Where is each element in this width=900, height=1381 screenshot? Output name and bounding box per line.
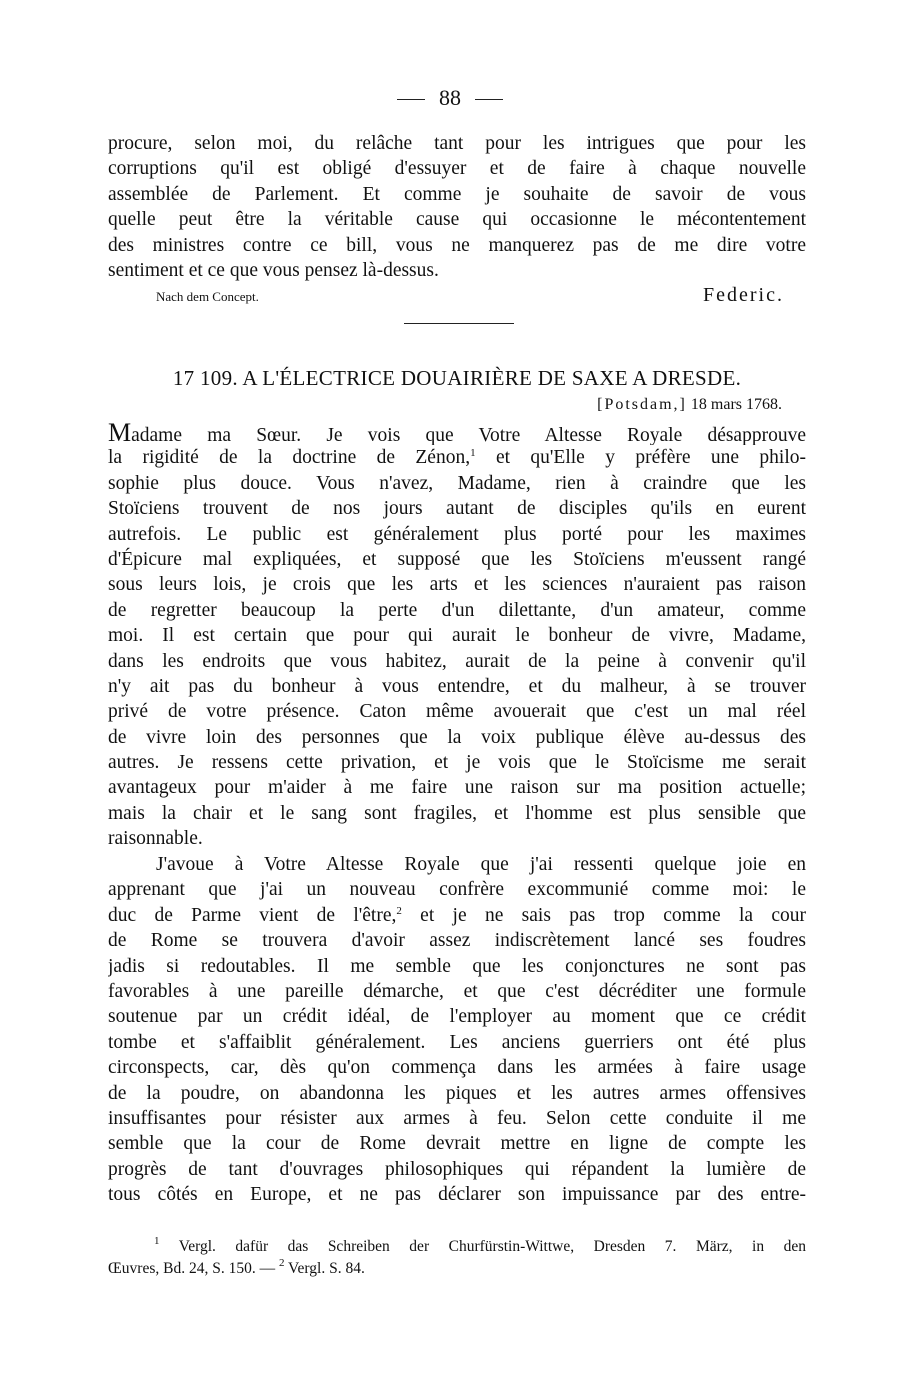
paragraph-2-line: semble que la cour de Rome devrait mettre en ligne de compte les — [108, 1133, 806, 1155]
footnote-ref-1: 1 — [470, 447, 476, 460]
footnote-line — [108, 1236, 806, 1258]
line-text: et je ne sais pas trop comme la cour — [401, 904, 806, 926]
dash-right — [475, 99, 503, 100]
line-text: adame ma Sœur. Je vois que Votre Altesse Royale désapprouve — [131, 425, 806, 446]
page-number — [0, 84, 900, 112]
paragraph-1-line: moi. Il est certain que pour qui aurait le bonheur de vivre, Madame, — [108, 625, 806, 647]
paragraph-1-line: n'y ait pas du bonheur à vous entendre, et du malheur, à se trouver — [108, 675, 806, 697]
signature-row — [108, 284, 806, 310]
paragraph-1-line — [108, 445, 806, 470]
dash-left — [397, 99, 425, 100]
paragraph-1-line: avantageux pour m'aider à me faire une raison sur ma position actuelle; — [108, 777, 806, 799]
paragraph-2-line: circonspects, car, dès qu'on commença dans les armées à faire usage — [108, 1057, 806, 1079]
paragraph-2-line: de Rome se trouvera d'avoir assez indiscrètement lancé ses foudres — [108, 930, 806, 952]
paragraph-2-line: tous côtés en Europe, et ne pas déclarer son impuissance par des entre- — [108, 1184, 806, 1206]
paragraph-1-line: privé de votre présence. Caton même avouerait que c'est un mal réel — [108, 701, 806, 723]
paragraph-1-line: de vivre loin des personnes que la voix publique élève au-dessus des — [108, 726, 806, 748]
dateline-date: 18 mars 1768. — [690, 396, 782, 413]
footnote-text: Vergl. dafür das Schreiben der Churfürstin-Wittwe, Dresden 7. März, in den — [159, 1238, 806, 1255]
initial-letter: M — [108, 420, 132, 446]
line-text: et qu'Elle y préfère une philo- — [475, 447, 806, 469]
paragraph-2 — [108, 852, 806, 1207]
paragraph-2-line: insuffisantes pour résister aux armes à feu. Selon cette conduite il me — [108, 1107, 806, 1129]
concept-note: Nach dem Concept. — [156, 289, 259, 304]
continuation-text — [108, 131, 806, 283]
paragraph-1-line: sophie plus douce. Vous n'avez, Madame, rien à craindre que les — [108, 472, 806, 494]
section-divider — [404, 323, 514, 324]
paragraph-1-line: dans les endroits que vous habitez, aurait de la peine à convenir qu'il — [108, 650, 806, 672]
paragraph-2-line — [108, 903, 806, 928]
paragraph-2-line: favorables à une pareille démarche, et que c'est décréditer une formule — [108, 980, 806, 1002]
footnote-text: Vergl. S. 84. — [284, 1260, 365, 1277]
page-number-text: 88 — [439, 85, 461, 110]
paragraph-2-line: jadis si redoutables. Il me semble que les conjonctures ne sont pas — [108, 955, 806, 977]
paragraph-1-line: d'Épicure mal expliquées, et supposé que les Stoïciens m'eussent rangé — [108, 548, 806, 570]
paragraph-1-line: autrefois. Le public est généralement plus porté pour les maximes — [108, 523, 806, 545]
continuation-line: sentiment et ce que vous pensez là-dessus. — [108, 259, 439, 281]
paragraph-1-line: sous leurs lois, je crois que les arts et les sciences n'auraient pas raison — [108, 574, 806, 596]
continuation-line: procure, selon moi, du relâche tant pour les intrigues que pour les — [108, 133, 806, 154]
paragraph-2-line: soutenue par un crédit idéal, de l'employer au moment que ce crédit — [108, 1006, 806, 1028]
footnote-ref-2: 2 — [396, 904, 402, 917]
paragraph-2-line: de la poudre, on abandonna les piques et les autres armes offensives — [108, 1082, 806, 1104]
paragraph-1-line: mais la chair et le sang sont fragiles, et l'homme est plus sensible que — [108, 802, 806, 824]
continuation-line: corruptions qu'il est obligé d'essuyer et de faire à chaque nouvelle — [108, 158, 806, 180]
footnote-text: Œuvres, Bd. 24, S. 150. — — [108, 1260, 279, 1277]
paragraph-2-line: apprenant que j'ai un nouveau confrère excommunié comme moi: le — [108, 879, 806, 901]
paragraph-1-line: de regretter beaucoup la perte d'un dilettante, d'un amateur, comme — [108, 599, 806, 621]
continuation-line: assemblée de Parlement. Et comme je souhaite de savoir de vous — [108, 183, 806, 205]
paragraph-1-line: autres. Je ressens cette privation, et je vois que le Stoïcisme me serait — [108, 752, 806, 774]
footnote-mark-2: 2 — [278, 1258, 285, 1269]
continuation-line: quelle peut être la véritable cause qui occasionne le mécontentement — [108, 209, 806, 231]
paragraph-2-line: J'avoue à Votre Altesse Royale que j'ai ressenti quelque joie en — [156, 854, 806, 875]
line-text: la rigidité de la doctrine de Zénon, — [108, 447, 471, 469]
continuation-line: des ministres contre ce bill, vous ne manquerez pas de me dire votre — [108, 234, 806, 256]
line-text: duc de Parme vient de l'être, — [108, 904, 397, 926]
footnote-mark-1: 1 — [154, 1236, 160, 1247]
dateline-place: [Potsdam,] — [597, 396, 687, 413]
signature: Federic. — [703, 284, 784, 306]
paragraph-2-line: progrès de tant d'ouvrages philosophiques qui répandent la lumière de — [108, 1158, 806, 1180]
paragraph-1-line: raisonnable. — [108, 828, 203, 850]
paragraph-1-line: Stoïciens trouvent de nos jours autant de disciples qu'ils en eurent — [108, 498, 806, 520]
letter-heading: 17 109. A L'ÉLECTRICE DOUAIRIÈRE DE SAXE A DRESDE. — [172, 366, 742, 390]
footnote-line — [108, 1258, 806, 1280]
paragraph-2-line: tombe et s'affaiblit généralement. Les anciens guerriers ont été plus — [108, 1031, 806, 1053]
dateline — [597, 394, 782, 416]
footnotes — [108, 1236, 806, 1280]
paragraph-1-line — [108, 420, 806, 445]
paragraph-1 — [108, 420, 806, 852]
